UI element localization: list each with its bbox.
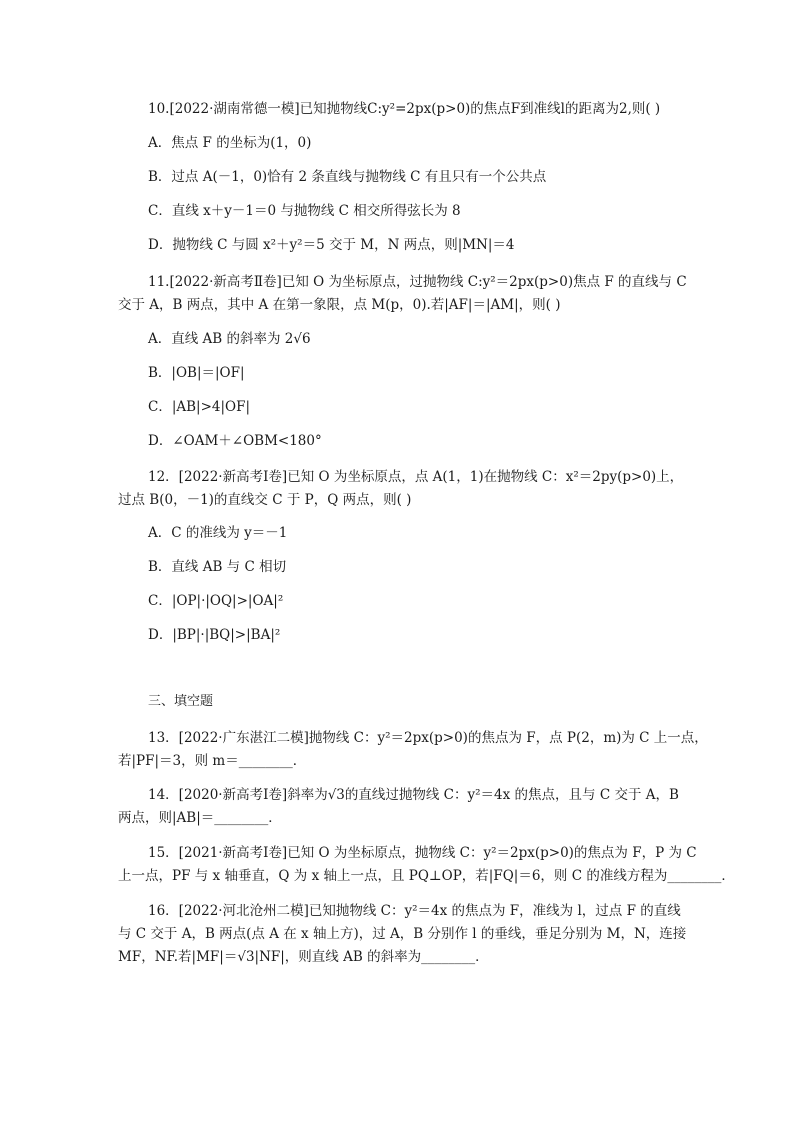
q14-line2: 两点，则|AB|＝________． bbox=[118, 810, 282, 826]
q10-option-c: C．直线 x＋y－1＝0 与抛物线 C 相交所得弦长为 8 bbox=[148, 203, 461, 219]
q12-stem-line2: 过点 B(0，－1)的直线交 C 于 P，Q 两点，则( ) bbox=[118, 492, 412, 508]
q14-line1: 14．[2020·新高考Ⅰ卷]斜率为√3的直线过抛物线 C：y²＝4x 的焦点，且与 C 交于 A，B bbox=[148, 787, 679, 803]
q11-option-c: C．|AB|>4|OF| bbox=[148, 399, 251, 415]
q12-stem-line1: 12．[2022·新高考Ⅰ卷]已知 O 为坐标原点，点 A(1，1)在抛物线 C：x²＝2py(p>0)上， bbox=[148, 469, 684, 485]
q12-option-d: D．|BP|·|BQ|>|BA|² bbox=[148, 627, 281, 643]
q12-option-c: C．|OP|·|OQ|>|OA|² bbox=[148, 593, 284, 609]
q16-line2: 与 C 交于 A，B 两点(点 A 在 x 轴上方)，过 A，B 分别作 l 的垂线，垂足分别为 M，N，连接 bbox=[118, 926, 687, 942]
q11-option-b: B．|OB|＝|OF| bbox=[148, 365, 245, 381]
q15-line2: 上一点，PF 与 x 轴垂直，Q 为 x 轴上一点，且 PQ⊥OP，若|FQ|＝6，则 C 的准线方程为________． bbox=[118, 868, 735, 884]
q10-stem: 10.[2022·湖南常德一模]已知抛物线C:y²=2px(p>0)的焦点F到准线l的距离为2,则( ) bbox=[148, 101, 661, 117]
q16-line3: MF，NF.若|MF|＝√3|NF|，则直线 AB 的斜率为________． bbox=[118, 949, 489, 965]
q12-option-b: B．直线 AB 与 C 相切 bbox=[148, 559, 287, 575]
section-heading-fill-in: 三、填空题 bbox=[148, 694, 214, 709]
q13-line2: 若|PF|＝3，则 m＝________． bbox=[118, 753, 307, 769]
q11-option-d: D．∠OAM＋∠OBM<180° bbox=[148, 433, 322, 449]
q16-line1: 16．[2022·河北沧州二模]已知抛物线 C：y²＝4x 的焦点为 F，准线为 l，过点 F 的直线 bbox=[148, 903, 681, 919]
q11-option-a: A．直线 AB 的斜率为 2√6 bbox=[148, 331, 311, 347]
q15-line1: 15．[2021·新高考Ⅰ卷]已知 O 为坐标原点，抛物线 C：y²＝2px(p>0)的焦点为 F，P 为 C bbox=[148, 845, 697, 861]
q10-option-b: B．过点 A(－1，0)恰有 2 条直线与抛物线 C 有且只有一个公共点 bbox=[148, 169, 547, 185]
q10-option-d: D．抛物线 C 与圆 x²＋y²＝5 交于 M，N 两点，则|MN|＝4 bbox=[148, 237, 515, 253]
q11-stem-line2: 交于 A，B 两点，其中 A 在第一象限，点 M(p，0).若|AF|＝|AM|，则( ) bbox=[118, 297, 561, 313]
q13-line1: 13．[2022·广东湛江二模]抛物线 C：y²＝2px(p>0)的焦点为 F，点 P(2，m)为 C 上一点， bbox=[148, 730, 708, 746]
q12-option-a: A．C 的准线为 y＝－1 bbox=[148, 525, 288, 541]
q10-option-a: A．焦点 F 的坐标为(1，0) bbox=[148, 135, 312, 151]
q11-stem-line1: 11.[2022·新高考Ⅱ卷]已知 O 为坐标原点，过抛物线 C:y²＝2px(p>0)焦点 F 的直线与 C bbox=[148, 274, 687, 290]
